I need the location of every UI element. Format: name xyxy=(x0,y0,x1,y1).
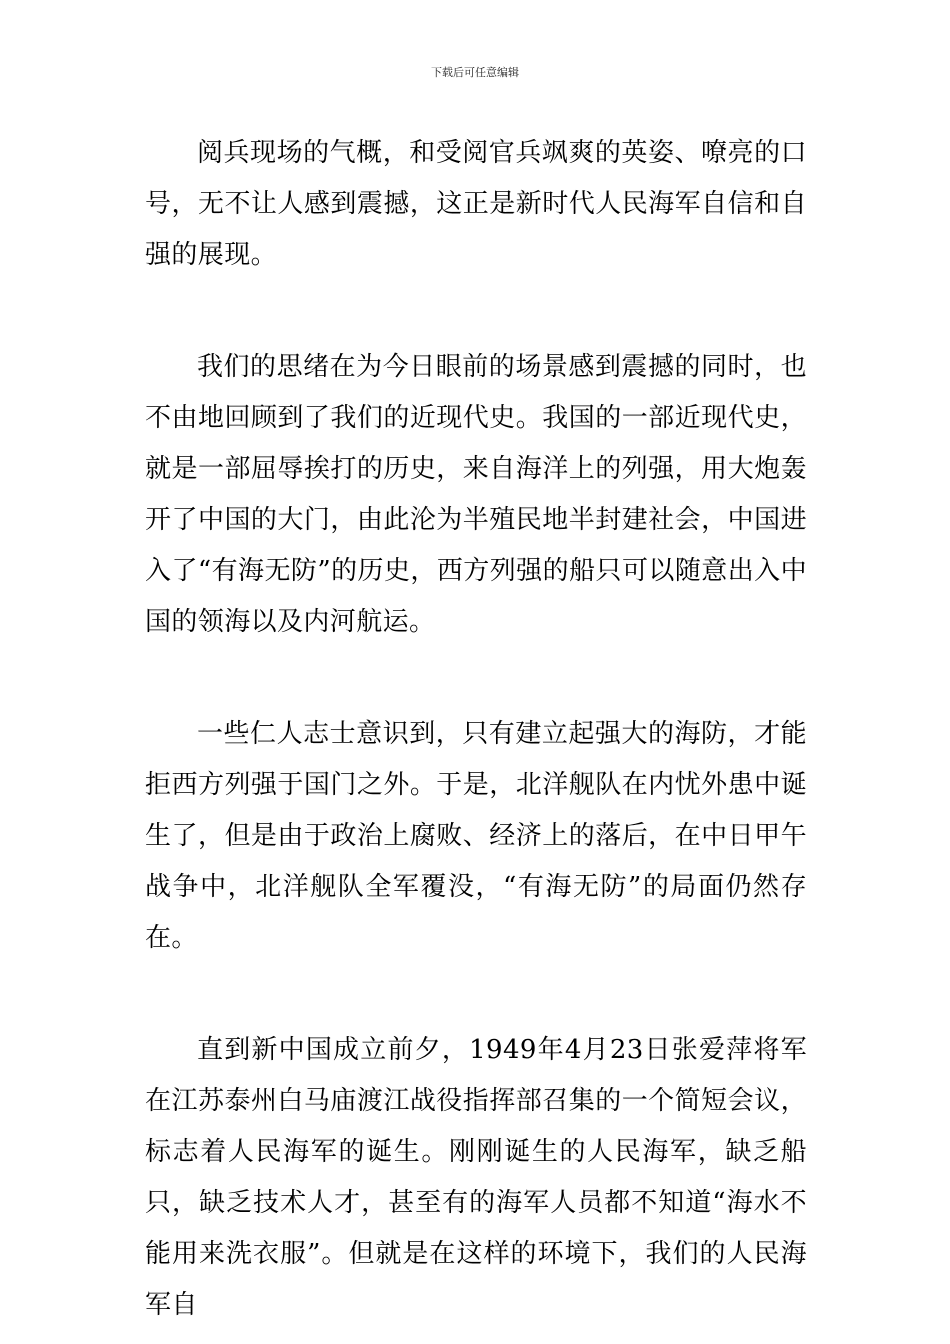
document-body xyxy=(145,128,807,1331)
paragraph-3: 一些仁人志士意识到，只有建立起强大的海防，才能拒西方列强于国门之外。于是，北洋舰队在内忧外患中诞生了，但是由于政治上腐败、经济上的落后，在中日甲午战争中，北洋舰队全军覆没，“有海无防”的局面仍然存在。 xyxy=(145,719,807,953)
paragraph-2: 我们的思绪在为今日眼前的场景感到震撼的同时，也不由地回顾到了我们的近现代史。我国的一部近现代史，就是一部屈辱挨打的历史，来自海洋上的列强，用大炮轰开了中国的大门，由此沦为半殖民地半封建社会，中国进入了“有海无防”的历史，西方列强的船只可以随意出入中国的领海以及内河航运。 xyxy=(145,352,807,637)
paragraph-4: 直到新中国成立前夕，1949年4月23日张爱萍将军在江苏泰州白马庙渡江战役指挥部召集的一个简短会议，标志着人民海军的诞生。刚刚诞生的人民海军，缺乏船只，缺乏技术人才，甚至有的海军人员都不知道“海水不能用来洗衣服”。但就是在这样的环境下，我们的人民海军自 xyxy=(145,1035,807,1320)
paragraph-1: 阅兵现场的气概，和受阅官兵飒爽的英姿、嘹亮的口号，无不让人感到震撼，这正是新时代人民海军自信和自强的展现。 xyxy=(145,138,807,270)
page-header: 下载后可任意编辑 xyxy=(431,66,519,79)
